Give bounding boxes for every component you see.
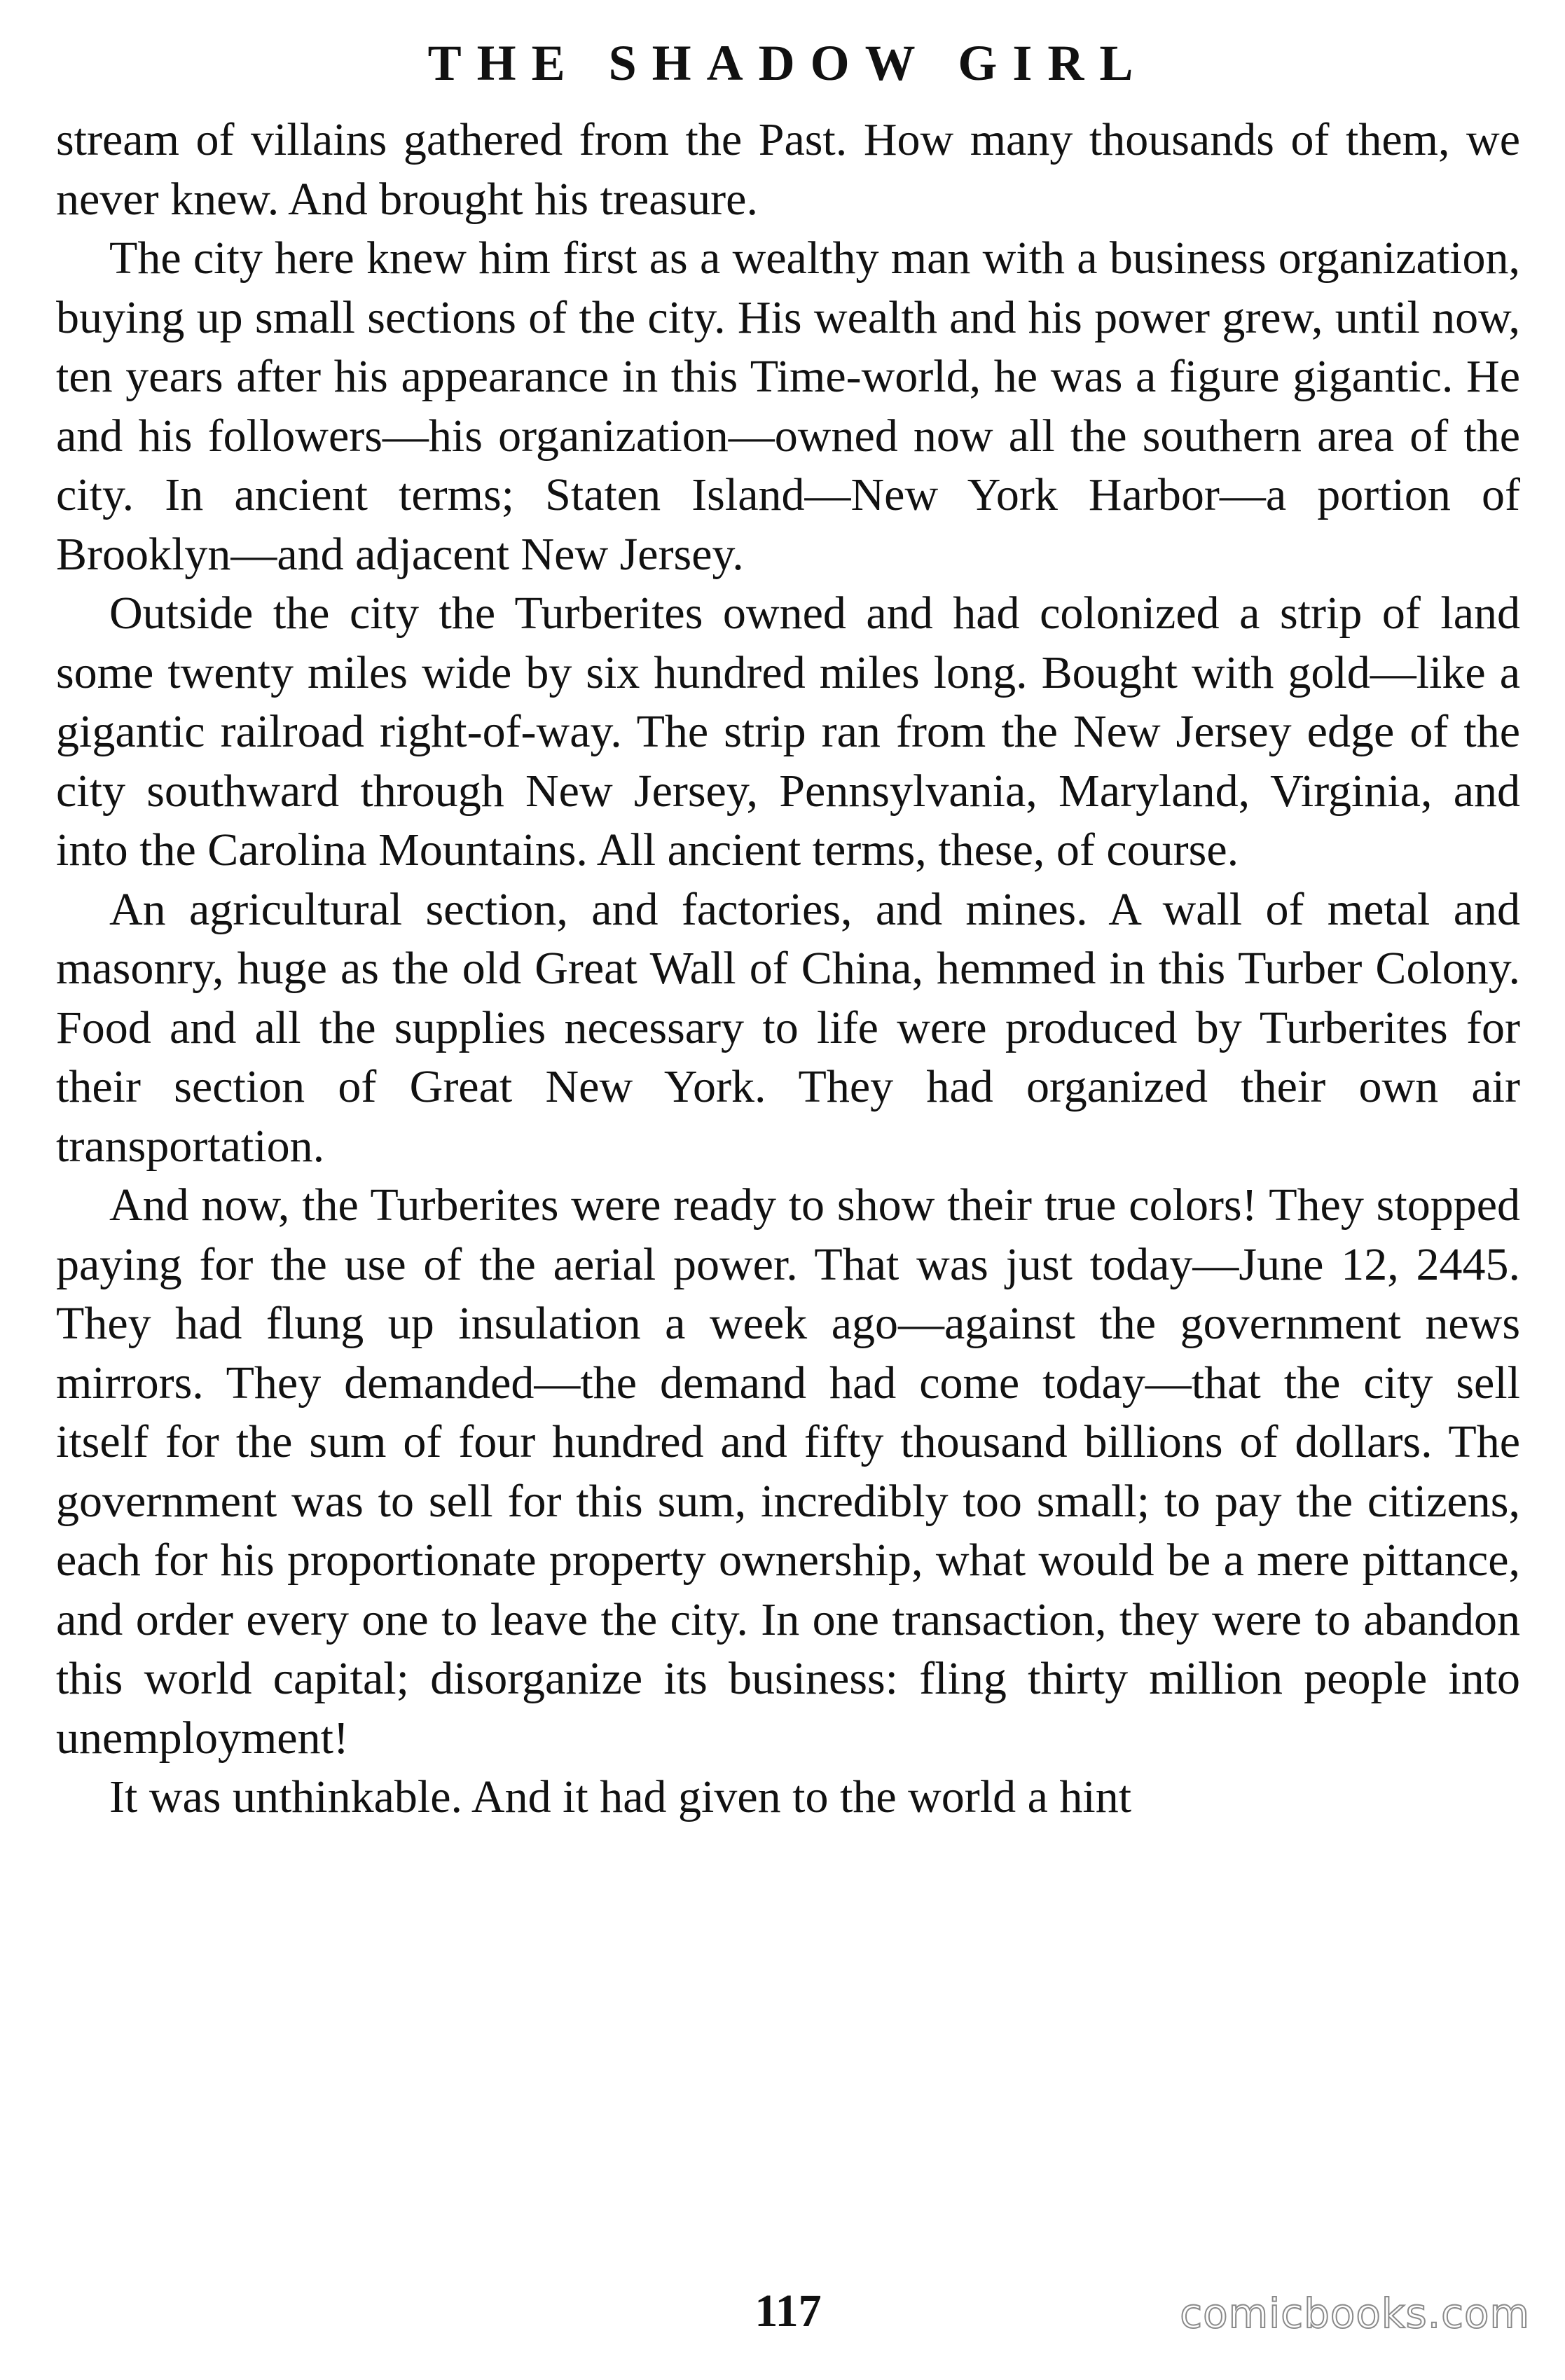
paragraph: It was unthinkable. And it had given to the world a hint [109, 1771, 1132, 1822]
book-page [56, 28, 1520, 2360]
paragraph: The city here knew him first as a wealthy man with a business organization, buying up small sections of the city. His wealth and his power grew, until now, ten years after his appearance in this Time-world, he was a figure gigantic. He and his followers—his organization—owned now all the southern area of the city. In ancient terms; Staten Island—New York Harbor—a portion of Brooklyn—and adjacent New Jersey. [56, 233, 1520, 580]
running-title: THE SHADOW GIRL [427, 35, 1149, 91]
paragraph-continued: stream of villains gathered from the Past. How many thousands of them, we never knew. And brought his treasure. [56, 114, 1520, 225]
body-text [56, 111, 1520, 1827]
watermark: comicbooks.com [1180, 2290, 1530, 2337]
paragraph: And now, the Turberites were ready to show their true colors! They stopped paying for the use of the aerial power. That was just today—June 12, 2445. They had flung up insulation a week ago—against the government news mirrors. They demanded—the demand had come today—that the city sell itself for the sum of four hundred and fifty thousand billions of dollars. The government was to sell for this sum, incredibly too small; to pay the citizens, each for his proportionate property ownership, what would be a mere pittance, and order every one to leave the city. In one transaction, they were to abandon this world capital; disorganize its business: fling thirty million people into unemployment! [56, 1179, 1520, 1764]
page-number: 117 [754, 2285, 822, 2337]
paragraph: An agricultural section, and factories, and mines. A wall of metal and masonry, huge as the old Great Wall of China, hemmed in this Turber Colony. Food and all the supplies necessary to life were produced by Turberites for their section of Great New York. They had organized their own air transportation. [56, 883, 1520, 1172]
paragraph: Outside the city the Turberites owned and had colonized a strip of land some twenty miles wide by six hundred miles long. Bought with gold—like a gigantic railroad right-of-way. The strip ran from the New Jersey edge of the city southward through New Jersey, Pennsylvania, Maryland, Virginia, and into the Carolina Mountains. All ancient terms, these, of course. [56, 588, 1520, 876]
